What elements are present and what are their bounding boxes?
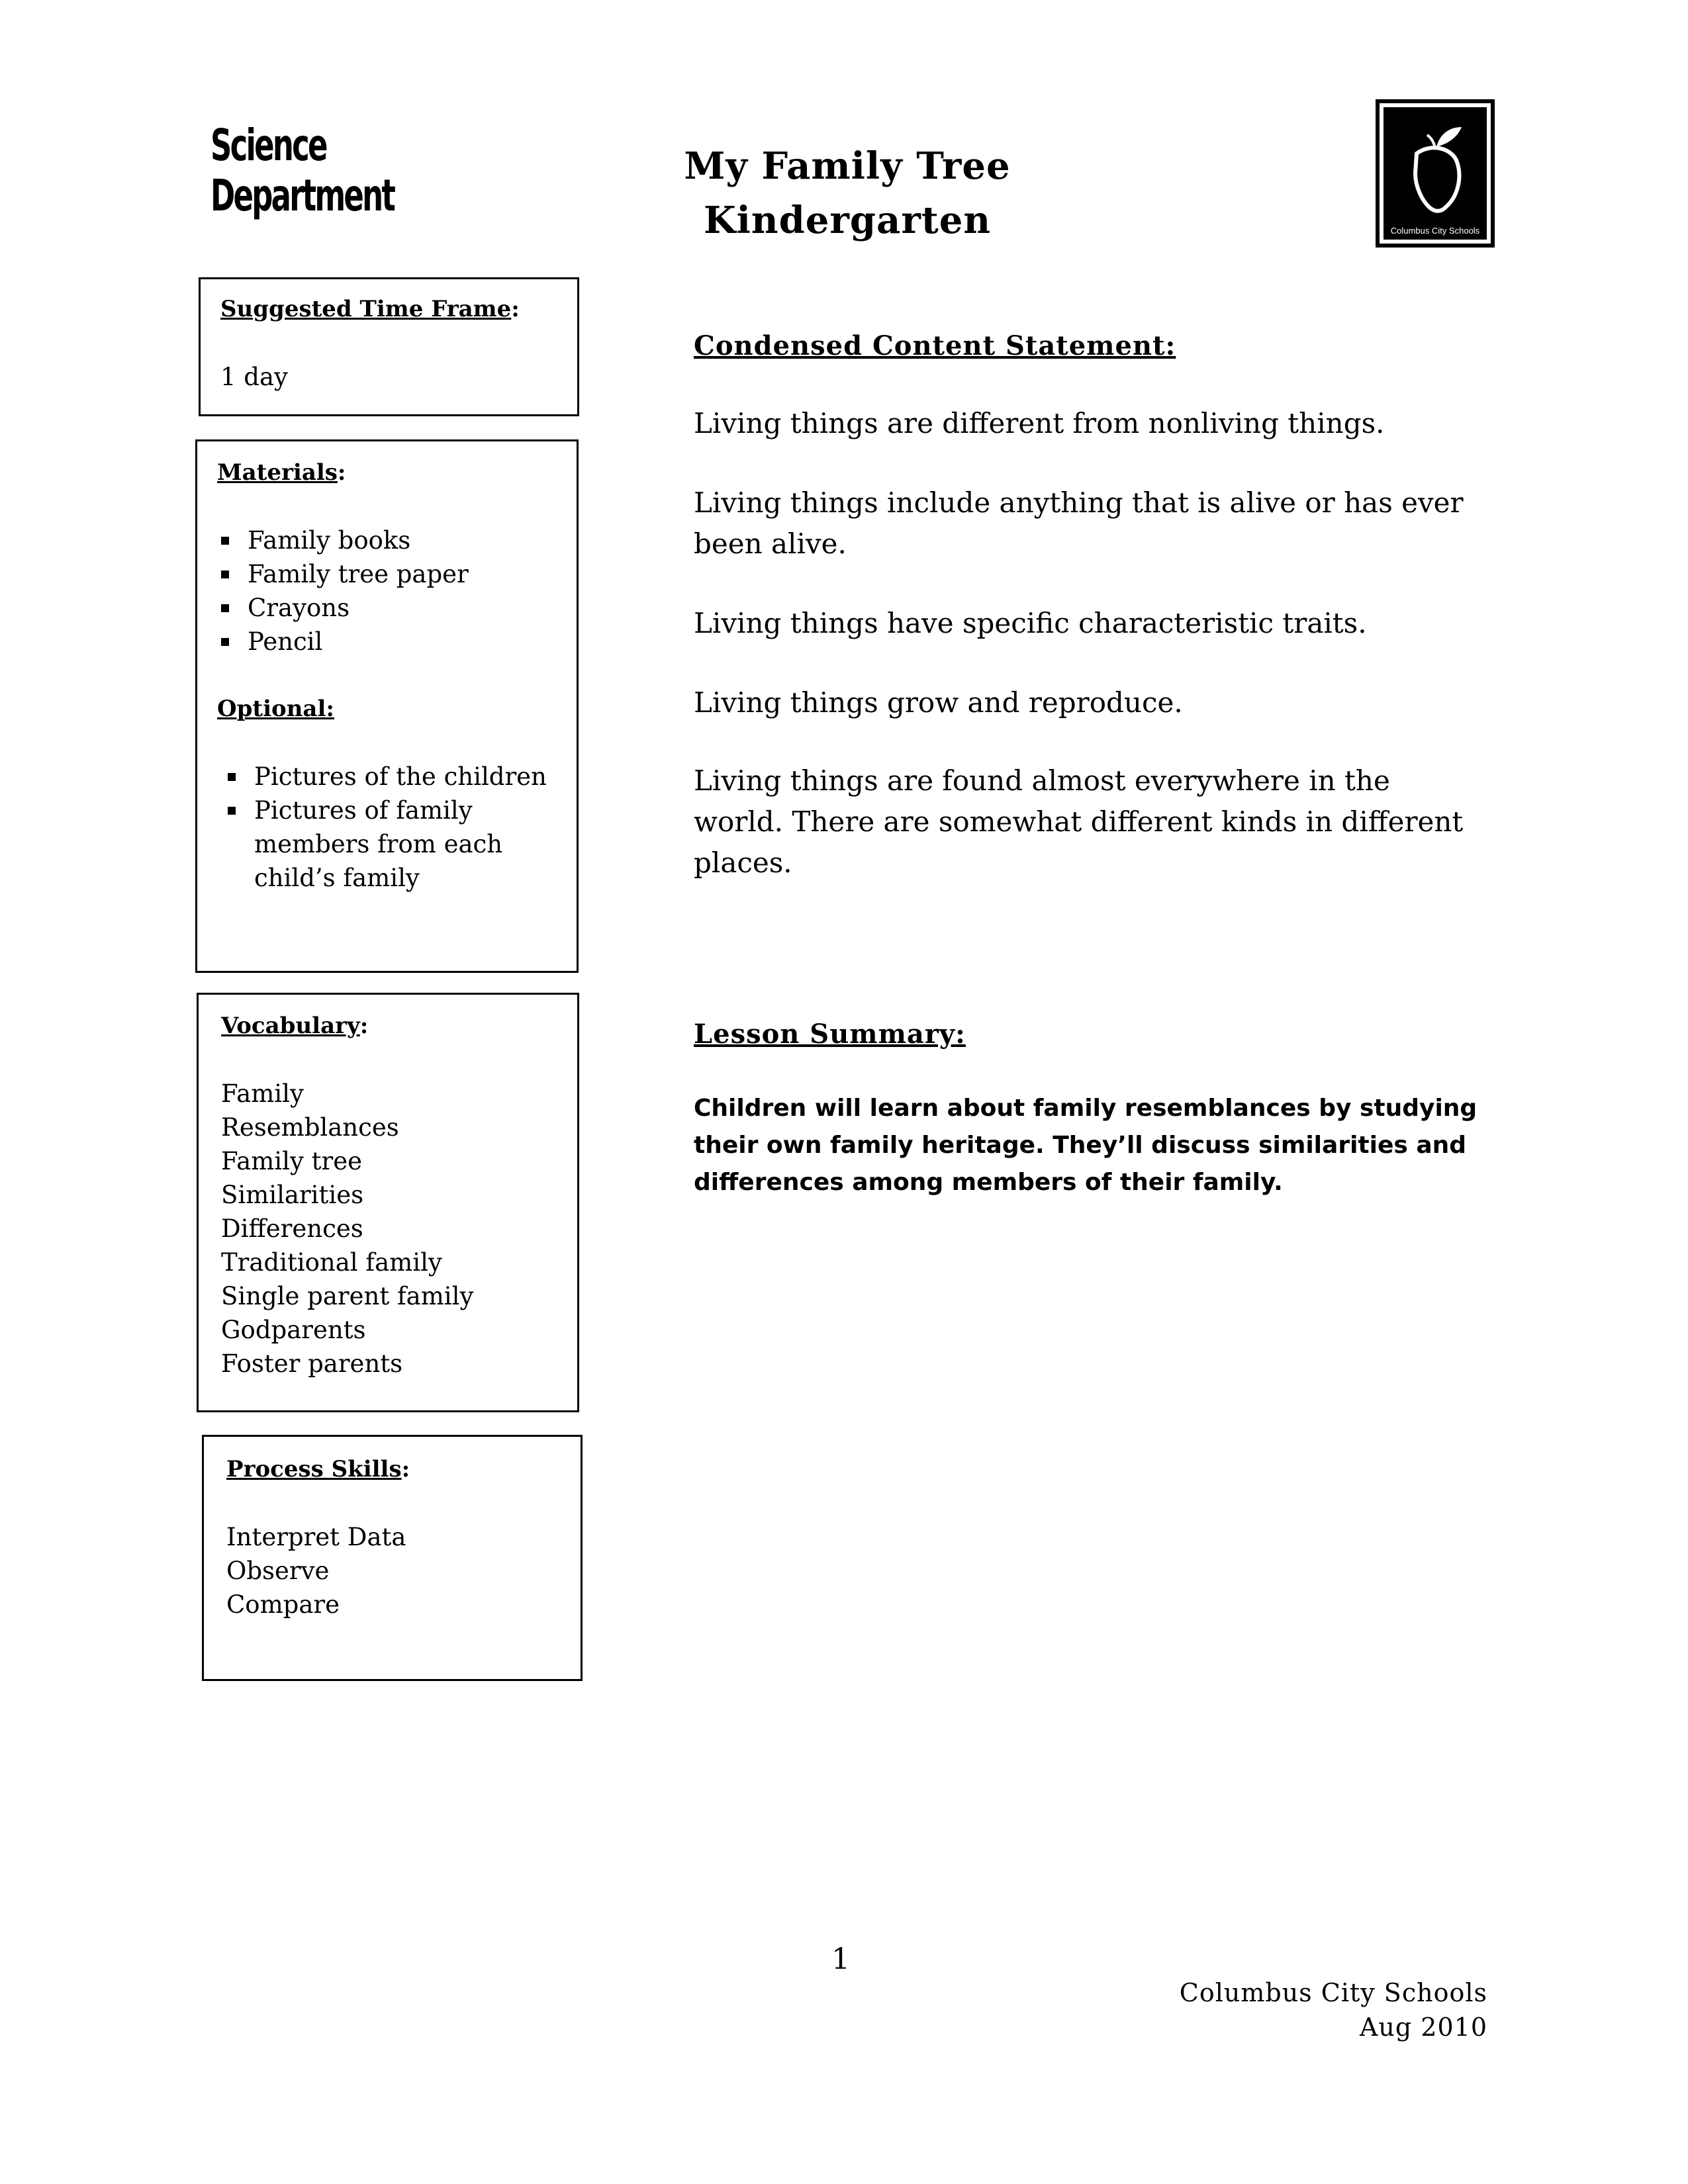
seal-caption: Columbus City Schools bbox=[1390, 226, 1480, 236]
lesson-summary-heading-text: Lesson Summary bbox=[694, 1019, 956, 1050]
list-item: Family books bbox=[217, 523, 557, 557]
apple-icon bbox=[1383, 107, 1487, 240]
process-skills-box bbox=[202, 1435, 583, 1681]
process-skills-list bbox=[226, 1520, 558, 1621]
vocabulary-list bbox=[221, 1077, 555, 1381]
content-paragraph: Living things are found almost everywhere in the world. There are somewhat different kinds in different places. bbox=[694, 764, 1464, 879]
vocabulary-box bbox=[197, 993, 579, 1412]
science-department-logo bbox=[211, 118, 395, 244]
content-statement-heading: Condensed Content Statement: bbox=[694, 330, 1176, 361]
main-content bbox=[694, 328, 1481, 1201]
optional-heading-text: Optional: bbox=[217, 696, 334, 722]
list-item: Traditional family bbox=[221, 1248, 442, 1277]
optional-list bbox=[217, 760, 557, 895]
content-paragraph: Living things include anything that is alive or has ever been alive. bbox=[694, 486, 1464, 560]
list-item: Crayons bbox=[217, 591, 557, 625]
time-frame-box bbox=[199, 277, 579, 416]
lesson-summary-heading: Lesson Summary: bbox=[694, 1019, 966, 1050]
footer-org-name: Columbus City Schools bbox=[1179, 1978, 1487, 2007]
list-item: Interpret Data bbox=[226, 1523, 406, 1551]
logo-line-science: Science bbox=[211, 120, 326, 171]
list-item: Similarities bbox=[221, 1181, 364, 1209]
vocabulary-heading-text: Vocabulary bbox=[221, 1013, 360, 1039]
list-item: Pencil bbox=[217, 625, 557, 659]
list-item: Pictures of the children bbox=[224, 760, 557, 794]
materials-heading: Materials: bbox=[217, 459, 346, 486]
list-item: Pictures of family members from each child’s family bbox=[224, 794, 557, 895]
materials-box bbox=[195, 439, 579, 973]
list-item: Observe bbox=[226, 1557, 330, 1585]
logo-seal bbox=[1383, 107, 1487, 240]
materials-list bbox=[217, 523, 557, 659]
list-item: Differences bbox=[221, 1214, 363, 1243]
list-item: Compare bbox=[226, 1590, 340, 1619]
logo-line-department: Department bbox=[211, 170, 395, 221]
process-skills-heading-text: Process Skills bbox=[226, 1456, 402, 1482]
list-item: Resemblances bbox=[221, 1113, 399, 1142]
materials-heading-text: Materials bbox=[217, 459, 338, 486]
page-number: 1 bbox=[831, 1942, 850, 1976]
list-item: Single parent family bbox=[221, 1282, 474, 1310]
vocabulary-heading: Vocabulary: bbox=[221, 1013, 369, 1039]
content-paragraph: Living things grow and reproduce. bbox=[694, 686, 1183, 719]
lesson-summary-text: Children will learn about family resemblances by studying their own family heritage. They’ll discuss similarities and differences among members of their family. bbox=[694, 1095, 1477, 1196]
footer-date: Aug 2010 bbox=[1359, 2013, 1487, 2042]
time-frame-heading-text: Suggested Time Frame bbox=[220, 296, 512, 322]
time-frame-value: 1 day bbox=[220, 363, 288, 391]
time-frame-heading: Suggested Time Frame: bbox=[220, 296, 520, 322]
list-item: Family bbox=[221, 1079, 304, 1108]
content-paragraph: Living things are different from nonliving things. bbox=[694, 407, 1385, 439]
footer bbox=[1180, 1976, 1487, 2044]
columbus-city-schools-logo bbox=[1376, 99, 1495, 248]
list-item: Godparents bbox=[221, 1316, 366, 1344]
list-item: Foster parents bbox=[221, 1349, 403, 1378]
process-skills-heading: Process Skills: bbox=[226, 1456, 410, 1482]
list-item: Family tree bbox=[221, 1147, 362, 1175]
list-item: Family tree paper bbox=[217, 557, 557, 591]
content-paragraph: Living things have specific characteristic traits. bbox=[694, 607, 1367, 639]
grade-level: Kindergarten bbox=[703, 199, 992, 242]
optional-heading bbox=[217, 692, 557, 726]
title-block bbox=[596, 139, 1099, 248]
page-title: My Family Tree bbox=[684, 144, 1011, 188]
